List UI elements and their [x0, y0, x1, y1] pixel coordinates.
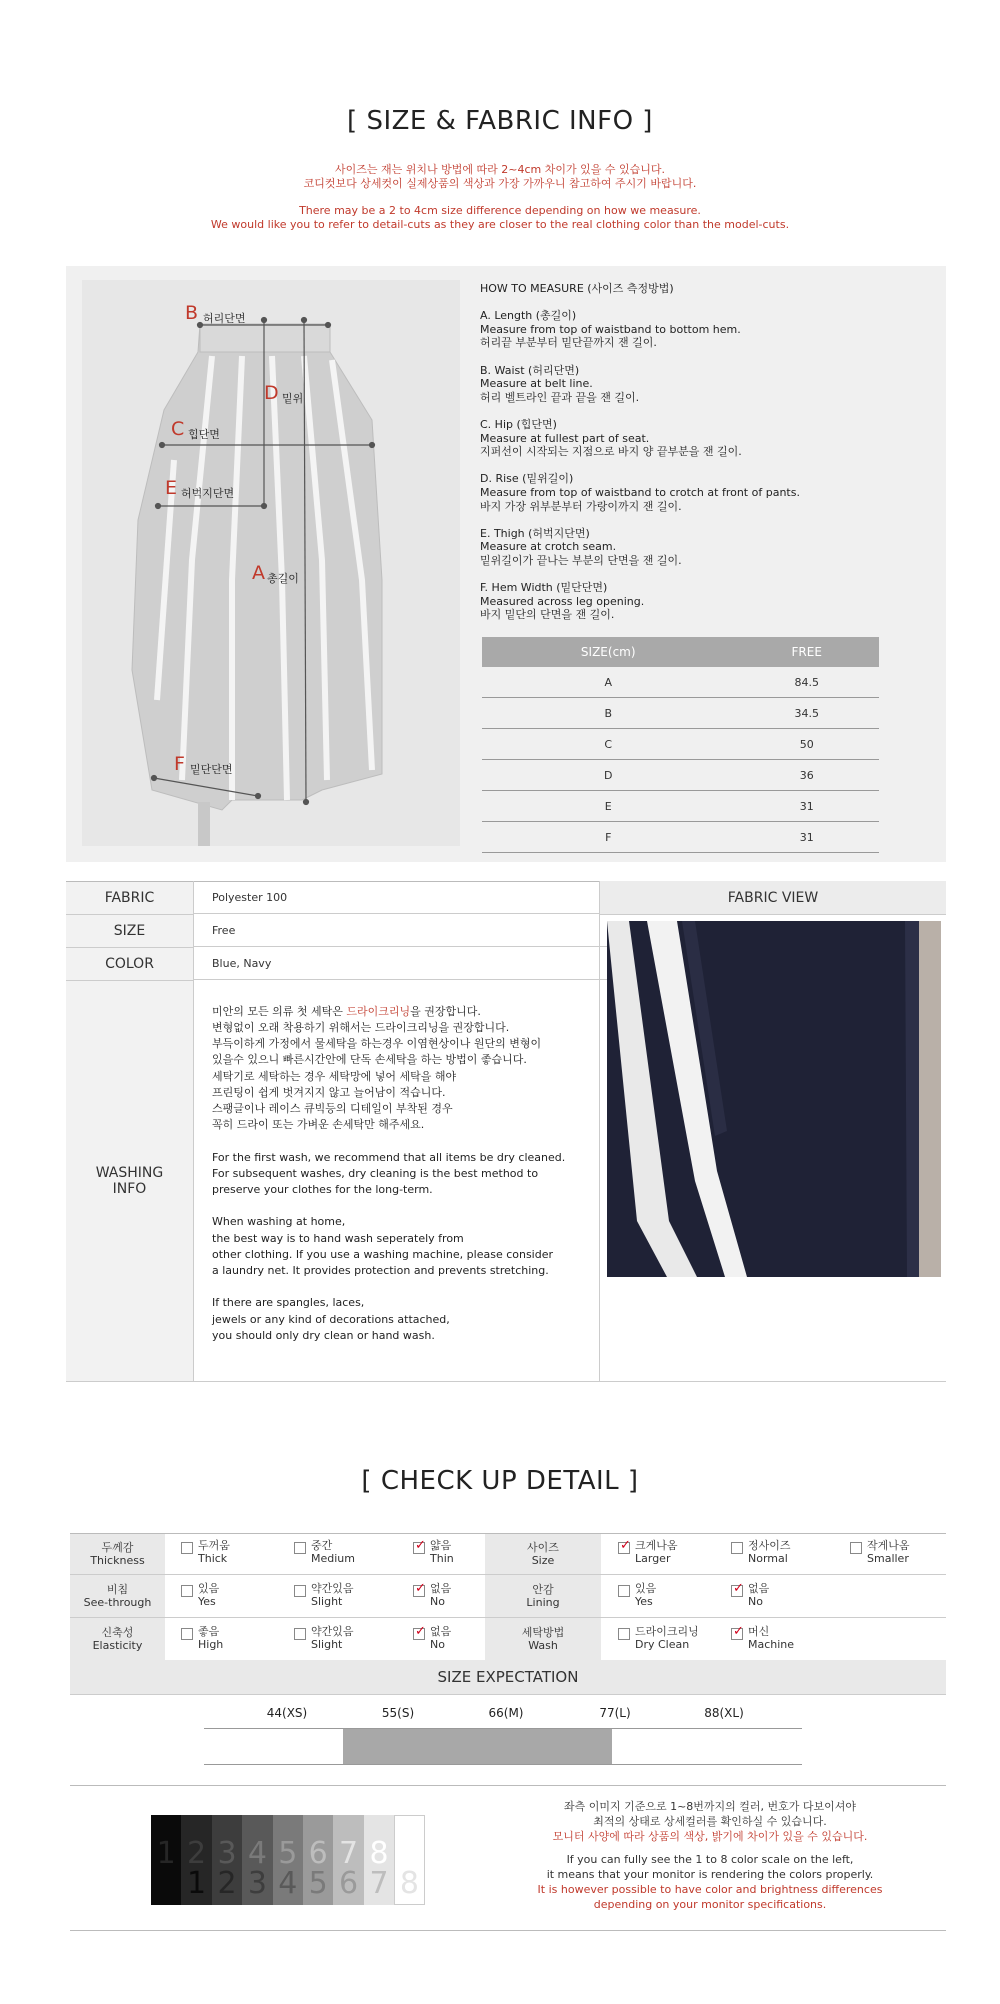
color-value: Blue, Navy — [194, 948, 664, 980]
size-note-en-2: We would like you to refer to detail-cuts as they are closer to the real clothing color than the model-cuts. — [210, 218, 790, 231]
check-up-title: [ CHECK UP DETAIL ] — [361, 1466, 639, 1496]
thickness-header — [70, 1534, 165, 1574]
label-c-letter: C — [171, 418, 185, 440]
size-table-cell: F — [482, 822, 734, 853]
yes-en: Yes — [635, 1595, 653, 1608]
table-row — [482, 760, 879, 791]
size-kr: 사이즈 — [527, 1541, 559, 1554]
machine-checkbox[interactable] — [731, 1624, 744, 1640]
wash-header — [485, 1618, 601, 1660]
dry-en: Dry Clean — [635, 1638, 690, 1651]
dry-clean-option — [635, 1625, 699, 1651]
see-kr: 비침 — [106, 1583, 129, 1596]
elastic-slight-option — [311, 1625, 354, 1651]
size-table-cell: D — [482, 760, 734, 791]
smaller-option — [867, 1539, 910, 1565]
color-scale-number: 5 — [278, 1836, 298, 1871]
lining-no-option — [748, 1582, 769, 1608]
larger-kr: 크게나옴 — [635, 1539, 678, 1552]
size-table-cell: 36 — [734, 760, 879, 791]
color-scale-number: 3 — [217, 1836, 237, 1871]
elastic-kr: 신축성 — [101, 1626, 134, 1639]
larger-checkbox[interactable] — [618, 1538, 631, 1554]
yes-kr: 있음 — [635, 1582, 657, 1595]
size-scale-label: 55(S) — [381, 1706, 415, 1720]
size-table — [482, 637, 879, 853]
no-kr: 없음 — [430, 1582, 452, 1595]
label-b-letter: B — [185, 302, 199, 324]
size-table-cell: 34.5 — [734, 698, 879, 729]
size-table-header-free: FREE — [734, 637, 879, 667]
color-scale-number: 8 — [399, 1866, 419, 1901]
fabric-swatch — [607, 921, 941, 1277]
size-table-cell: B — [482, 698, 734, 729]
color-note-en-2: it means that your monitor is rendering the colors properly. — [546, 1868, 874, 1881]
label-f-letter: F — [174, 753, 185, 775]
size-scale — [70, 1706, 946, 1722]
label-e-text: 허벅지단면 — [181, 487, 235, 500]
no-kr: 없음 — [430, 1625, 452, 1638]
wash-intro-a: 미안의 모든 의류 첫 세탁은 — [212, 1005, 347, 1019]
color-scale-number: 5 — [308, 1866, 328, 1901]
larger-en: Larger — [635, 1552, 671, 1565]
thin-kr: 얇음 — [430, 1539, 452, 1552]
normal-en: Normal — [748, 1552, 788, 1565]
thickness-en: Thickness — [90, 1554, 145, 1567]
color-scale-swatches — [151, 1815, 425, 1905]
color-note-kr-1: 좌측 이미지 기준으로 1~8번까지의 컬러, 번호가 다보이셔야 — [563, 1800, 857, 1813]
elastic-high-checkbox[interactable] — [181, 1628, 193, 1640]
size-scale-label: 77(L) — [599, 1706, 631, 1720]
high-en: High — [198, 1638, 224, 1651]
check-icon: ✓ — [620, 1538, 631, 1553]
thick-option — [198, 1539, 230, 1565]
fabric-value: Polyester 100 — [194, 882, 664, 914]
check-icon: ✓ — [733, 1581, 744, 1596]
thin-option — [430, 1539, 454, 1565]
thick-checkbox[interactable] — [181, 1542, 193, 1554]
size-table-cell: E — [482, 791, 734, 822]
color-note-kr-red: 모니터 사양에 따라 상품의 색상, 밝기에 차이가 있을 수 있습니다. — [552, 1830, 868, 1843]
fabric-view-label: FABRIC VIEW — [600, 881, 946, 915]
normal-option — [748, 1539, 791, 1565]
scale-bottom-line — [204, 1764, 802, 1765]
color-scale-number: 8 — [369, 1836, 389, 1871]
table-row — [482, 791, 879, 822]
no-en: No — [430, 1595, 445, 1608]
label-d-letter: D — [264, 382, 279, 404]
no-en: No — [430, 1638, 445, 1651]
size-table-cell: A — [482, 667, 734, 698]
thin-checkbox[interactable] — [413, 1538, 426, 1554]
size-table-cell: 50 — [734, 729, 879, 760]
larger-option — [635, 1539, 678, 1565]
table-row — [482, 667, 879, 698]
high-kr: 좋음 — [198, 1625, 220, 1638]
thick-en: Thick — [198, 1552, 228, 1565]
size-scale-label: 66(M) — [488, 1706, 524, 1720]
wash-en: Wash — [528, 1639, 558, 1652]
size-expectation-label: SIZE EXPECTATION — [70, 1660, 946, 1694]
lining-yes-option — [635, 1582, 656, 1608]
yes-en: Yes — [198, 1595, 216, 1608]
size-value: Free — [194, 915, 664, 947]
washing-info-text — [212, 988, 642, 1020]
size-table-cell: 84.5 — [734, 667, 879, 698]
table-row — [482, 698, 879, 729]
washing-label-line2: INFO — [112, 1181, 147, 1197]
color-scale-number: 1 — [187, 1866, 207, 1901]
label-a-letter: A — [252, 562, 265, 584]
dry-clean-checkbox[interactable] — [618, 1628, 630, 1640]
table-row — [482, 729, 879, 760]
check-icon: ✓ — [733, 1624, 744, 1639]
lining-yes-checkbox[interactable] — [618, 1585, 630, 1597]
color-scale-number: 4 — [247, 1836, 267, 1871]
label-f-text: 밑단단면 — [190, 763, 233, 776]
elasticity-header — [70, 1618, 165, 1660]
check-icon: ✓ — [415, 1624, 426, 1639]
slight-kr: 약간있음 — [311, 1582, 354, 1595]
fabric-label: FABRIC — [66, 882, 193, 915]
machine-kr: 머신 — [748, 1625, 770, 1638]
medium-kr: 중간 — [311, 1539, 333, 1552]
see-en: See-through — [83, 1596, 152, 1609]
wash-body-text: 변형없이 오래 착용하기 위해서는 드라이크리닝을 권장합니다. 부득이하게 가정에서 물세탁을 하는경우 이염현상이나 원단의 변형이 있을수 있으니 빠른시간안에 단독 손세탁을 하는 방법이 좋습니다. 세탁기로 세탁하는 경우 세탁망에 넣어 세탁을 해야 프린팅이 쉽게 벗겨지지 않고 늘어남이 적습니다. 스팽글이나 레이스 큐빅등의 디테일이 부착된 경우 꼭히 드라이 또는 가벼운 손세탁만 해주세요. For the first wash, we recommend that all items be dry cleaned. For subsequent washes, dry cleaning is the best method to preserve your clothes for the long-term. When washing at home, the best way is to hand wash seperately from other clothing. If you use a washing machine, please consider a laundry net. It provides protection and prevents stretching. If there are spangles, laces, jewels or any kind of decorations attached, you should only dry clean or hand wash. — [212, 1021, 566, 1342]
fabric-info-table — [66, 881, 946, 1381]
slight-en: Slight — [311, 1638, 343, 1651]
elastic-en: Elasticity — [92, 1639, 143, 1652]
elastic-high-option — [198, 1625, 223, 1651]
color-scale-number: 7 — [339, 1836, 359, 1871]
see-yes-checkbox[interactable] — [181, 1585, 193, 1597]
size-label: SIZE — [66, 915, 193, 948]
machine-en: Machine — [748, 1638, 795, 1651]
size-note-kr-1: 사이즈는 재는 위치나 방법에 따라 2~4cm 차이가 있을 수 있습니다. — [335, 163, 665, 176]
color-scale-number: 4 — [278, 1866, 298, 1901]
size-note-en-1: There may be a 2 to 4cm size difference depending on how we measure. — [299, 204, 701, 217]
normal-checkbox[interactable] — [731, 1542, 743, 1554]
wash-intro-b: 을 권장합니다. — [410, 1005, 481, 1019]
size-scale-label: 88(XL) — [704, 1706, 744, 1720]
pants-figure — [82, 280, 460, 846]
see-no-option — [430, 1582, 451, 1608]
see-no-checkbox[interactable] — [413, 1581, 426, 1597]
washing-label — [66, 981, 193, 1382]
size-en: Size — [531, 1554, 555, 1567]
color-note-en-red-1: It is however possible to have color and brightness differences — [537, 1883, 883, 1896]
color-scale-number: 3 — [247, 1866, 267, 1901]
wash-kr: 세탁방법 — [521, 1626, 565, 1639]
dry-kr: 드라이크리닝 — [635, 1625, 699, 1638]
size-fabric-title: [ SIZE & FABRIC INFO ] — [347, 106, 653, 136]
color-scale-note — [490, 1799, 930, 1912]
medium-option — [311, 1539, 355, 1565]
see-slight-checkbox[interactable] — [294, 1585, 306, 1597]
color-scale-number: 1 — [156, 1836, 176, 1871]
slight-kr: 약간있음 — [311, 1625, 354, 1638]
thick-kr: 두꺼움 — [198, 1539, 230, 1552]
see-yes-option — [198, 1582, 219, 1608]
lining-kr: 안감 — [532, 1583, 554, 1596]
size-scale-label: 44(XS) — [266, 1706, 308, 1720]
color-scale-number: 6 — [339, 1866, 359, 1901]
color-note-en-1: If you can fully see the 1 to 8 color scale on the left, — [566, 1853, 854, 1866]
normal-kr: 정사이즈 — [748, 1539, 791, 1552]
color-note-en-red-2: depending on your monitor specifications. — [593, 1898, 827, 1911]
smaller-kr: 작게나옴 — [867, 1539, 910, 1552]
fabric-swatch-image — [607, 921, 941, 1277]
color-label: COLOR — [66, 948, 193, 981]
no-en: No — [748, 1595, 763, 1608]
color-note-kr-2: 최적의 상태로 상세컬러를 확인하실 수 있습니다. — [593, 1815, 827, 1828]
machine-option — [748, 1625, 794, 1651]
washing-label-line1: WASHING — [95, 1165, 164, 1181]
label-d-text: 밑위 — [282, 392, 304, 405]
label-e-letter: E — [165, 477, 178, 499]
size-expectation-bar — [343, 1729, 612, 1764]
elastic-no-checkbox[interactable] — [413, 1624, 426, 1640]
lining-en: Lining — [526, 1596, 560, 1609]
table-row — [482, 822, 879, 853]
slight-en: Slight — [311, 1595, 343, 1608]
size-header — [485, 1534, 601, 1574]
see-through-header — [70, 1575, 165, 1617]
size-note-kr-2: 코디컷보다 상세컷이 실제상품의 색상과 가장 가까우니 참고하여 주시기 바랍니다. — [303, 177, 697, 190]
color-scale-number: 2 — [187, 1836, 207, 1871]
color-scale-number: 7 — [369, 1866, 389, 1901]
color-scale-number: 6 — [308, 1836, 328, 1871]
size-table-cell: 31 — [734, 822, 879, 853]
check-icon: ✓ — [415, 1581, 426, 1596]
check-icon: ✓ — [415, 1538, 426, 1553]
size-table-header-size: SIZE(cm) — [482, 637, 734, 667]
label-c-text: 힙단면 — [188, 428, 220, 441]
elastic-no-option — [430, 1625, 451, 1651]
lining-header — [485, 1575, 601, 1617]
color-scale-number: 2 — [217, 1866, 237, 1901]
size-table-cell: 31 — [734, 791, 879, 822]
wash-intro-red: 드라이크리닝 — [346, 1005, 411, 1019]
size-table-cell: C — [482, 729, 734, 760]
smaller-en: Smaller — [867, 1552, 909, 1565]
elastic-slight-checkbox[interactable] — [294, 1628, 306, 1640]
lining-no-checkbox[interactable] — [731, 1581, 744, 1597]
thin-en: Thin — [430, 1552, 454, 1565]
thickness-kr: 두께감 — [101, 1541, 134, 1554]
how-to-measure-text: HOW TO MEASURE (사이즈 측정방법) A. Length (총길이) Measure from top of waistband to bottom hem. 허리끝 부분부터 밑단끝까지 잰 길이. B. Waist (허리단면) Measure at belt line. 허리 벨트라인 끝과 끝을 잰 길이. C. Hip (힙단면) Measure at fullest part of seat. 지퍼선이 시작되는 지점으로 바지 양 끝부분을 잰 길이. D. Rise (밑위길이) Measure from top of waistband to crotch at front of pants. 바지 가장 위부분부터 가랑이까지 잰 길이. E. Thigh (허벅지단면) Measure at crotch seam. 밑위길이가 끝나는 부분의 단면을 잰 길이. F. Hem Width (밑단단면) Measured across leg opening. 바지 밑단의 단면을 잰 길이. — [480, 282, 800, 622]
no-kr: 없음 — [748, 1582, 770, 1595]
medium-checkbox[interactable] — [294, 1542, 306, 1554]
smaller-checkbox[interactable] — [850, 1542, 862, 1554]
pants-illustration — [82, 280, 460, 846]
label-a-text: 총길이 — [267, 572, 299, 585]
medium-en: Medium — [311, 1552, 355, 1565]
label-b-text: 허리단면 — [203, 312, 246, 325]
yes-kr: 있음 — [198, 1582, 220, 1595]
see-slight-option — [311, 1582, 354, 1608]
